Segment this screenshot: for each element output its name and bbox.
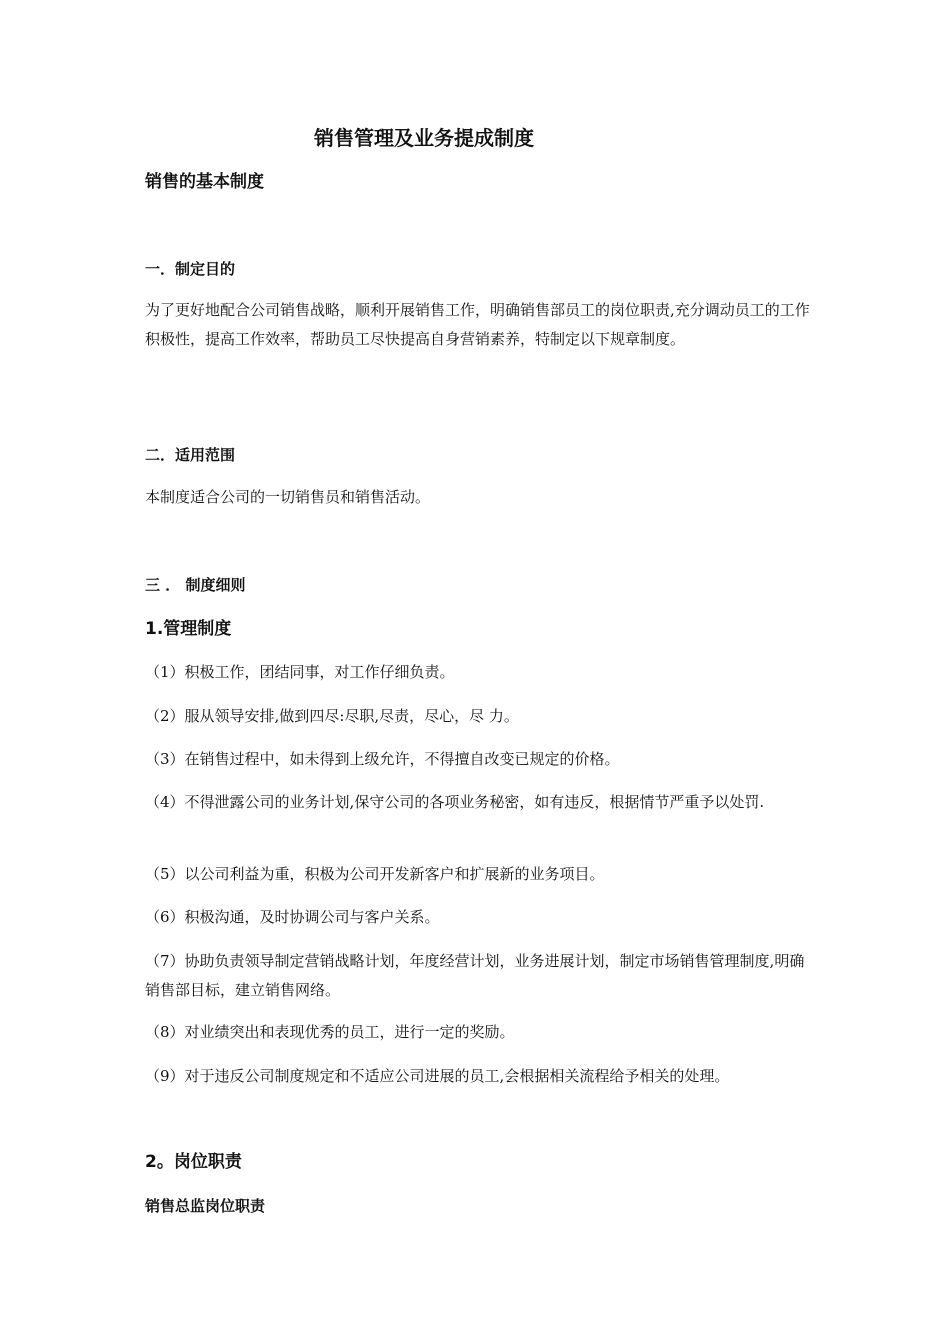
subsection-subheading-sales-director: 销售总监岗位职责 — [145, 1197, 266, 1215]
list-item: （5）以公司利益为重，积极为公司开发新客户和扩展新的业务项目。 — [145, 865, 605, 883]
list-item: （1）积极工作，团结同事，对工作仔细负责。 — [145, 663, 455, 681]
list-item: （3）在销售过程中，如未得到上级允许，不得擅自改变已规定的价格。 — [145, 750, 620, 768]
section-heading-purpose: 一．制定目的 — [145, 260, 236, 278]
list-item: （9）对于违反公司制度规定和不适应公司进展的员工,会根据相关流程给予相关的处理。 — [145, 1067, 730, 1085]
list-item: （6）积极沟通，及时协调公司与客户关系。 — [145, 908, 440, 926]
section-body-scope: 本制度适合公司的一切销售员和销售活动。 — [145, 488, 431, 506]
document-subtitle: 销售的基本制度 — [145, 172, 264, 192]
section-body-purpose: 为了更好地配合公司销售战略，顺利开展销售工作，明确销售部员工的岗位职责,充分调动员工的工作积极性，提高工作效率，帮助员工尽快提高自身营销素养，特制定以下规章制度。 — [145, 301, 810, 348]
list-item: （4）不得泄露公司的业务计划,保守公司的各项业务秘密，如有违反，根据情节严重予以处罚. — [145, 793, 765, 811]
section-heading-rules: 三 ． 制度细则 — [145, 576, 246, 594]
list-item: （2）服从领导安排,做到四尽:尽职,尽责，尽心，尽 力。 — [145, 707, 519, 725]
subsection-heading-management: 1.管理制度 — [145, 619, 232, 639]
list-item: （8）对业绩突出和表现优秀的员工，进行一定的奖励。 — [145, 1023, 515, 1041]
list-item: （7）协助负责领导制定营销战略计划，年度经营计划，业务进展计划，制定市场销售管理制度,明确销售部目标，建立销售网络。 — [145, 952, 805, 999]
section-heading-scope: 二．适用范围 — [145, 446, 236, 464]
subsection-heading-duties: 2。岗位职责 — [145, 1152, 242, 1172]
document-title: 销售管理及业务提成制度 — [314, 126, 534, 150]
